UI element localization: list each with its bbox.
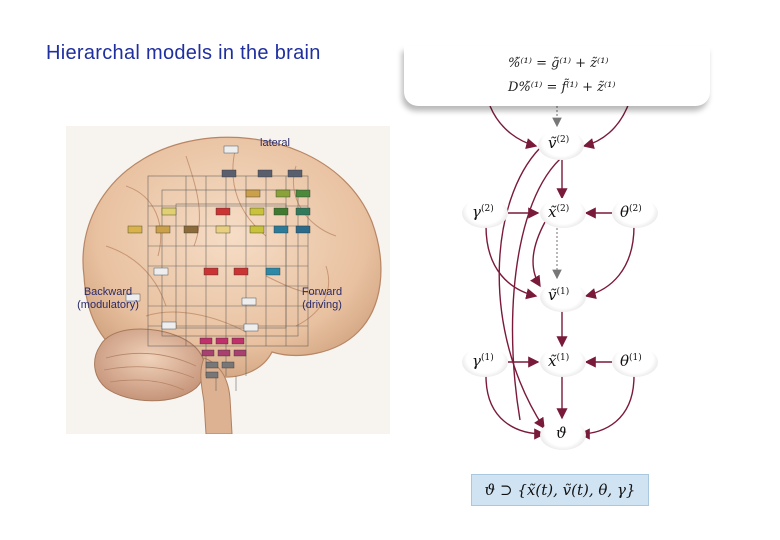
label-forward: Forward (driving) [301, 286, 343, 311]
label-backward: Backward (modulatory) [77, 286, 139, 311]
node-x1-label: x̃$^{(1)}$ [548, 352, 570, 370]
equation-observation: %̃⁽¹⁾ = g̃⁽¹⁾ + z̃⁽¹⁾ [508, 56, 609, 71]
equation-dynamics: D%̃⁽¹⁾ = f̃⁽¹⁾ + z̃⁽¹⁾ [508, 80, 616, 95]
node-theta1-label: $\theta^{(1)}$ [620, 352, 642, 370]
page-title: Hierarchal models in the brain [46, 42, 321, 64]
node-v1-label: ṽ$^{(1)}$ [548, 286, 570, 304]
node-theta2-label: $\theta^{(2)}$ [620, 203, 642, 221]
node-gamma1-label: $\gamma^{(1)}$ [472, 352, 494, 370]
node-data-label: ϑ [556, 424, 567, 442]
node-x2-label: x̃$^{(2)}$ [548, 203, 570, 221]
equation-box [404, 46, 710, 106]
node-gamma2-label: $\gamma^{(2)}$ [472, 203, 494, 221]
label-lateral: lateral [260, 137, 290, 149]
node-v2-label: ṽ$^{(2)}$ [548, 134, 570, 152]
parameter-set-formula: ϑ ⊃ {x̃(t), ṽ(t), θ, γ} [471, 474, 649, 506]
